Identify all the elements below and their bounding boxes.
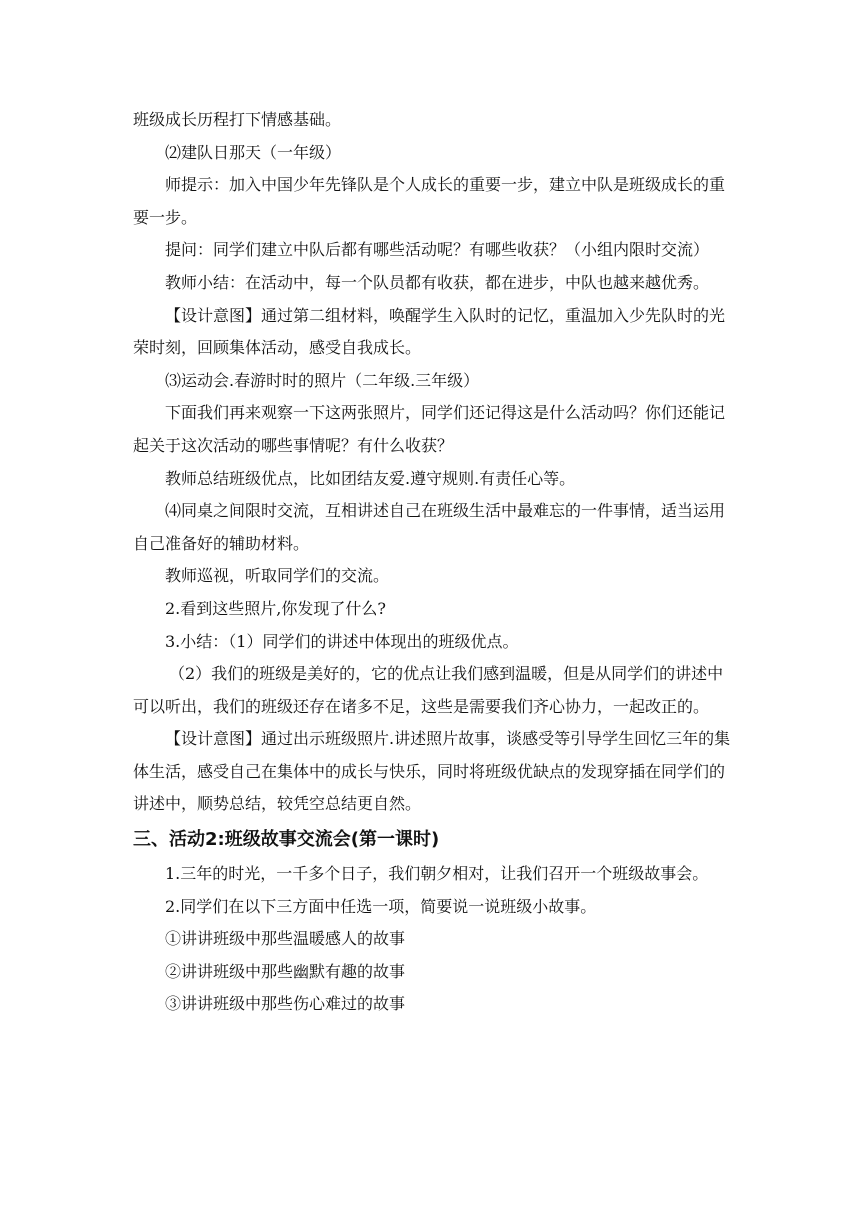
paragraph-teacher-patrol: 教师巡视，听取同学们的交流。 xyxy=(165,566,390,586)
paragraph-class-strengths: 教师总结班级优点，比如团结友爱.遵守规则.有责任心等。 xyxy=(165,468,576,488)
paragraph-teacher-summary: 教师小结：在活动中，每一个队员都有收获，都在进步，中队也越来越优秀。 xyxy=(165,272,710,292)
paragraph-observe-photos: 下面我们再来观察一下这两张照片，同学们还记得这是什么活动吗？你们还能记起关于这次活动的哪些事情呢？有什么收获？ xyxy=(133,403,726,455)
paragraph-summary-1: 3.小结：（1）同学们的讲述中体现出的班级优点。 xyxy=(165,631,519,651)
list-item-warm-stories: ①讲讲班级中那些温暖感人的故事 xyxy=(165,929,406,949)
paragraph-question: 提问：同学们建立中队后都有哪些活动呢？有哪些收获？（小组内限时交流） xyxy=(165,240,710,260)
paragraph-story-meeting: 1.三年的时光，一千多个日子，我们朝夕相对，让我们召开一个班级故事会。 xyxy=(165,864,709,884)
subsection-desk-exchange: ⑷同桌之间限时交流，互相讲述自己在班级生活中最难忘的一件事情，适当运用自己准备好的辅助材料。 xyxy=(133,501,726,553)
list-item-funny-stories: ②讲讲班级中那些幽默有趣的故事 xyxy=(165,961,406,981)
paragraph-design-intent-1: 【设计意图】通过第二组材料，唤醒学生入队时的记忆，重温加入少先队时的光荣时刻，回顾集体活动，感受自我成长。 xyxy=(133,305,726,358)
paragraph-what-found: 2.看到这些照片,你发现了什么? xyxy=(165,598,386,618)
paragraph-teacher-hint: 师提示：加入中国少年先锋队是个人成长的重要一步，建立中队是班级成长的重要一步。 xyxy=(133,175,726,227)
subsection-sports-day: ⑶运动会.春游时时的照片（二年级.三年级） xyxy=(165,370,480,390)
subsection-founding-day: ⑵建队日那天（一年级） xyxy=(165,142,342,162)
list-item-sad-stories: ③讲讲班级中那些伤心难过的故事 xyxy=(165,994,406,1014)
paragraph-design-intent-2: 【设计意图】通过出示班级照片.讲述照片故事，谈感受等引导学生回忆三年的集体生活，感受自己在集体中的成长与快乐，同时将班级优缺点的发现穿插在同学们的讲述中，顺势总结，较凭空总结更自然。 xyxy=(133,729,731,814)
paragraph-choose-topic: 2.同学们在以下三方面中任选一项，简要说一说班级小故事。 xyxy=(165,896,597,916)
document-body xyxy=(133,104,733,1021)
paragraph-continuation: 班级成长历程打下情感基础。 xyxy=(133,110,342,129)
section-heading-activity-2: 三、活动2:班级故事交流会(第一课时) xyxy=(133,829,440,851)
paragraph-summary-2: （2）我们的班级是美好的，它的优点让我们感到温暖，但是从同学们的讲述中可以听出，我们的班级还存在诸多不足，这些是需要我们齐心协力，一起改正的。 xyxy=(133,664,724,716)
